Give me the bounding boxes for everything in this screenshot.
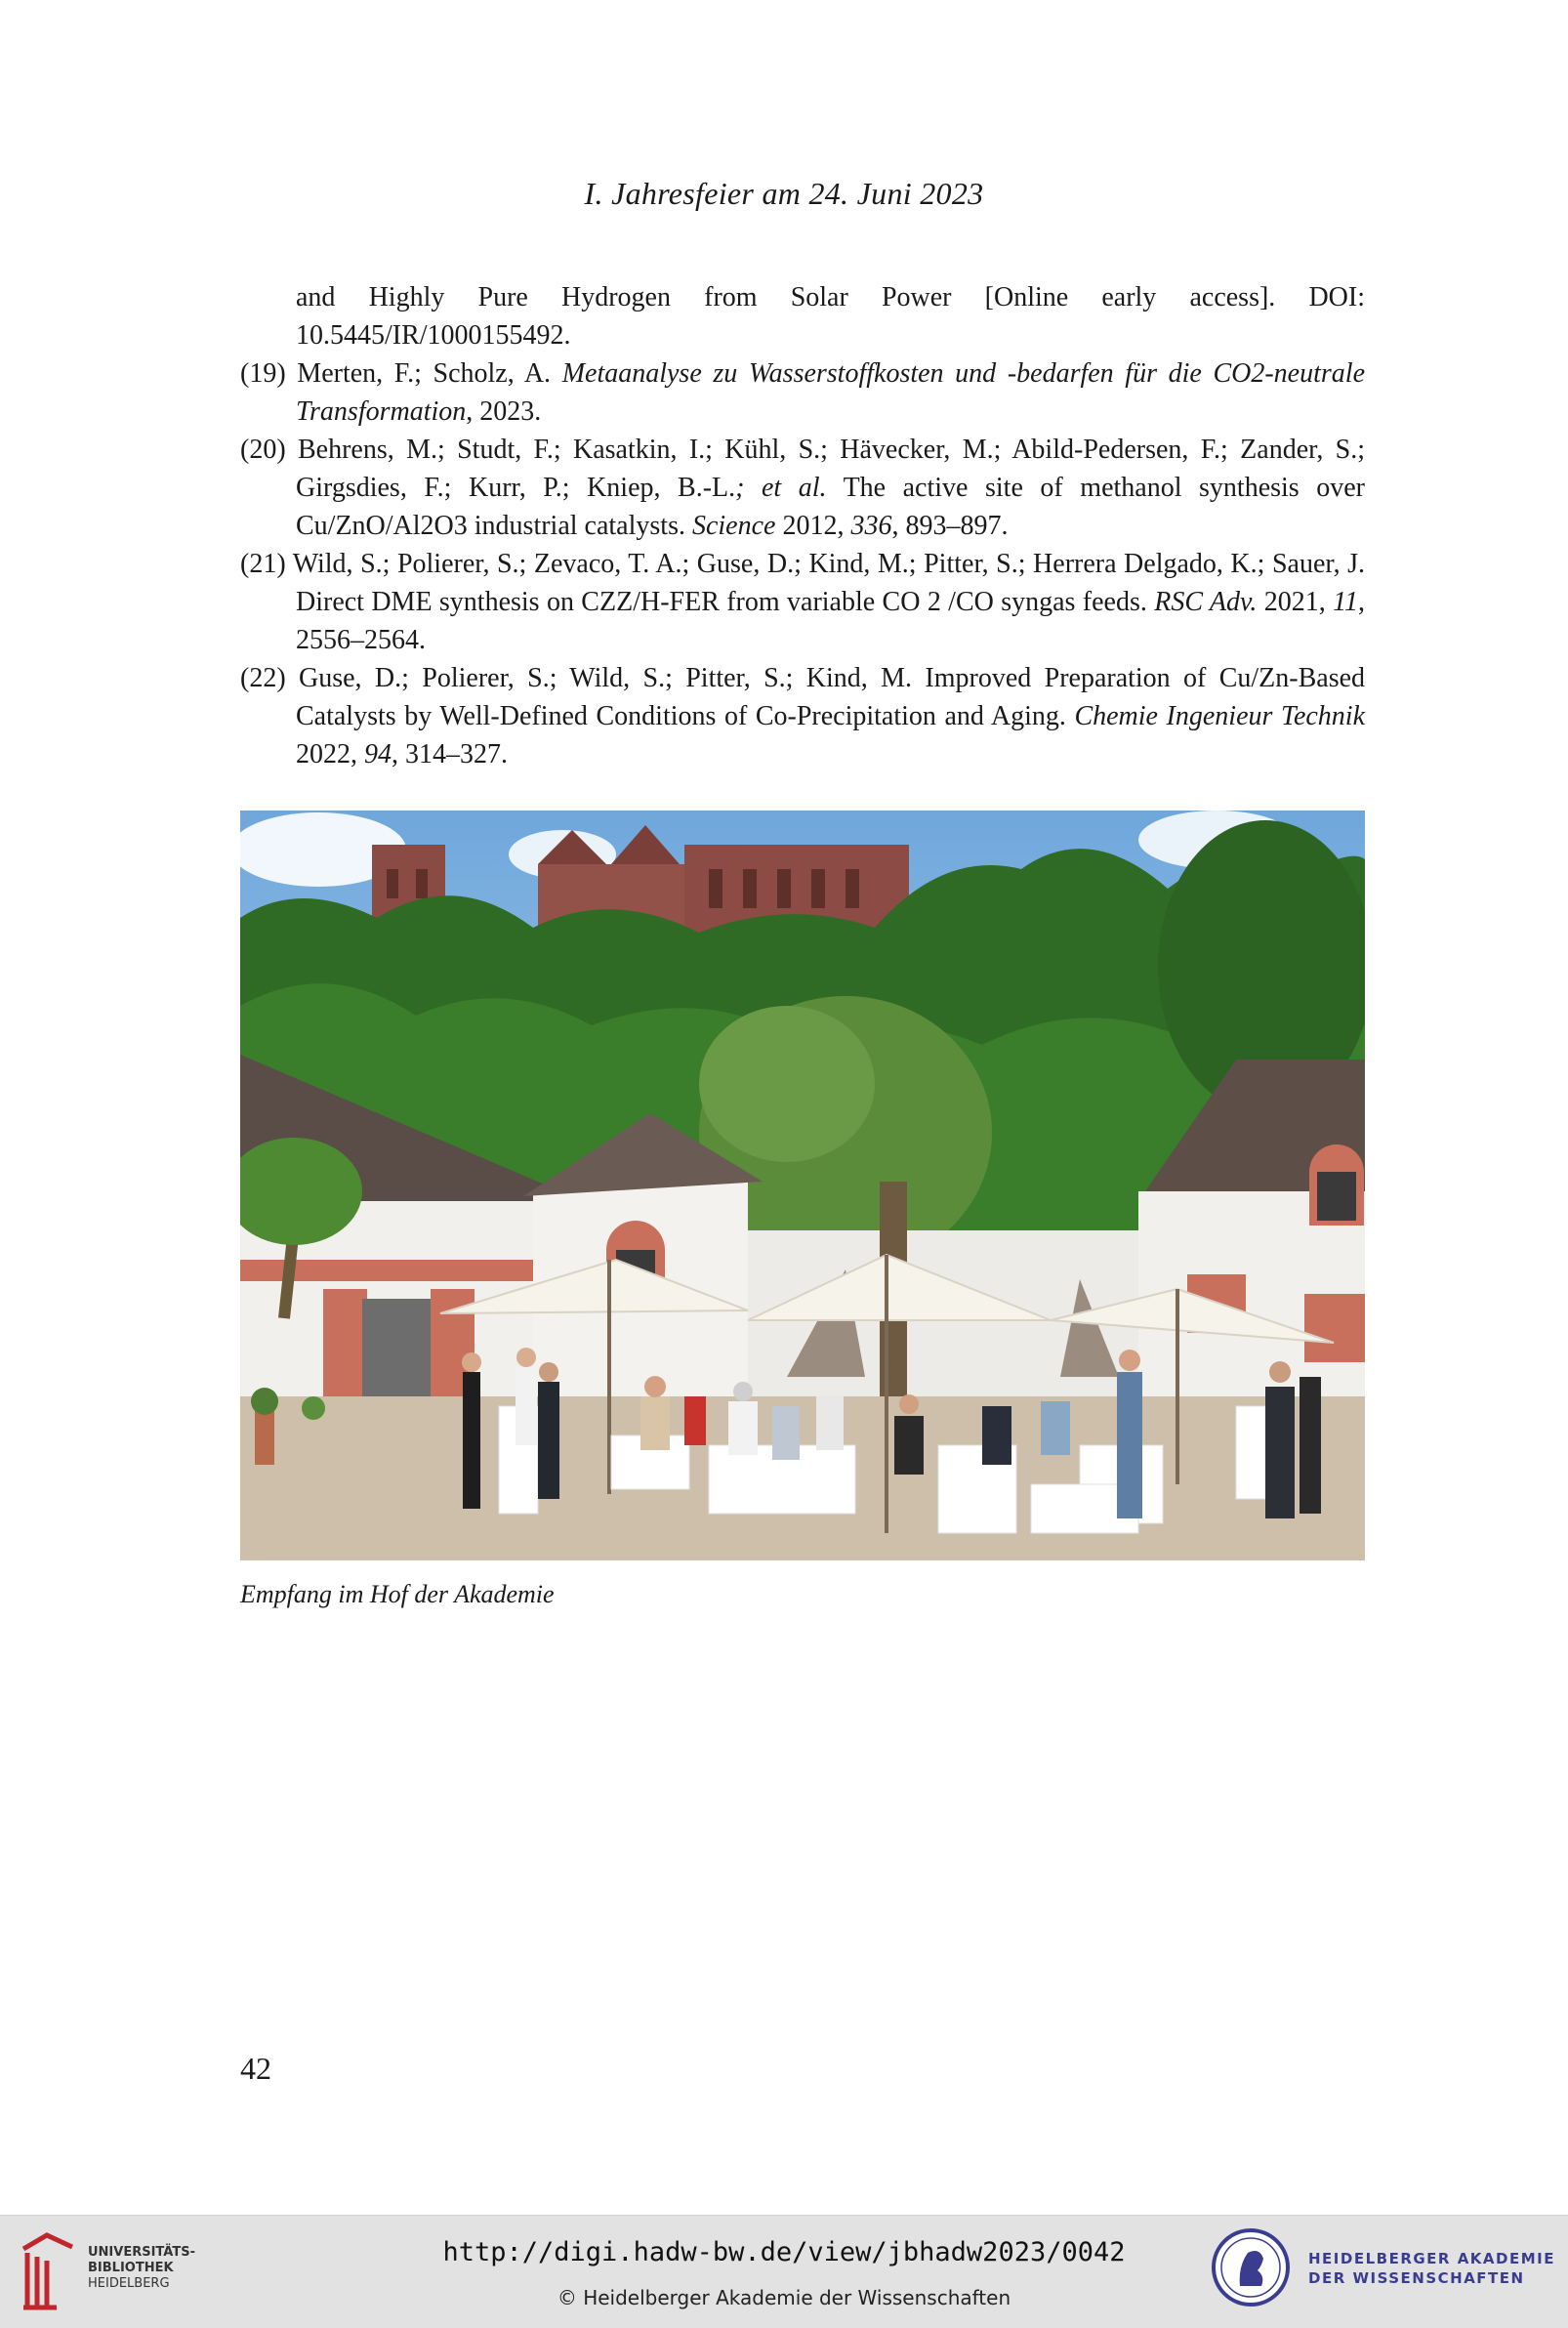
page-number: 42	[240, 2051, 271, 2086]
reference-journal: Chemie Ingenieur Technik	[1074, 701, 1366, 731]
reference-number: (20)	[240, 435, 286, 465]
reference-20	[240, 431, 1365, 545]
academy-name	[1308, 2249, 1555, 2288]
reference-year: 2012,	[782, 511, 845, 541]
reference-title: Direct DME synthesis on CZZ/H-FER from variable CO 2 /CO syngas feeds.	[296, 587, 1147, 617]
library-name-line: BIBLIOTHEK	[88, 2261, 174, 2275]
library-name-line: UNIVERSITÄTS-	[88, 2245, 195, 2260]
photo-caption: Empfang im Hof der Akademie	[240, 1580, 555, 1608]
reference-journal: Science	[691, 511, 776, 541]
courtyard-photo-illustration	[240, 811, 1365, 1560]
reference-19	[240, 354, 1365, 431]
copyright-notice: © Heidelberger Akademie der Wissenschaften	[557, 2286, 1011, 2309]
academy-name-line: HEIDELBERGER AKADEMIE	[1308, 2250, 1555, 2267]
reference-number: (19)	[240, 358, 286, 389]
reference-authors: Merten, F.; Scholz, A.	[297, 358, 552, 389]
reference-list	[240, 278, 1365, 773]
reference-pages: , 314–327.	[392, 739, 508, 769]
reference-authors: Guse, D.; Polierer, S.; Wild, S.; Pitter, S.; Kind, M.	[299, 663, 913, 693]
reference-pages: , 2556–2564.	[296, 587, 1366, 655]
reference-authors: Wild, S.; Polierer, S.; Zevaco, T. A.; Guse, D.; Kind, M.; Pitter, S.; Herrera Delgado, K.; Sauer, J.	[292, 549, 1366, 579]
running-head: I. Jahresfeier am 24. Juni 2023	[584, 176, 984, 211]
reference-continuation	[240, 278, 1365, 354]
reference-pages: , 893–897.	[891, 511, 1009, 541]
reference-year: 2022,	[296, 739, 357, 769]
reference-volume: 336	[850, 511, 892, 541]
reference-year: , 2023.	[466, 396, 542, 427]
reference-22	[240, 659, 1365, 773]
permalink-link[interactable]: http://digi.hadw-bw.de/view/jbhadw2023/0042	[442, 2237, 1126, 2267]
reference-number: (21)	[240, 549, 286, 579]
reference-title: Improved Preparation of Cu/Zn-Based Catalysts by Well-Defined Conditions of Co-Precipitation and Aging.	[296, 663, 1366, 731]
library-name-line: HEIDELBERG	[88, 2276, 170, 2291]
courtyard-photo	[240, 811, 1365, 1560]
reference-21	[240, 545, 1365, 659]
reference-volume: 94	[364, 739, 392, 769]
reference-text: and Highly Pure Hydrogen from Solar Power [Online early access]. DOI: 10.5445/IR/1000155492.	[296, 282, 1365, 351]
reference-title: The active site of methanol synthesis over Cu/ZnO/Al2O3 industrial catalysts.	[296, 473, 1365, 541]
reference-journal: RSC Adv.	[1154, 587, 1258, 617]
reference-authors: Behrens, M.; Studt, F.; Kasatkin, I.; Kühl, S.; Hävecker, M.; Abild-Pedersen, F.; Zander, S.; Girgsdies, F.; Kurr, P.; Kniep, B.-L.	[296, 435, 1366, 503]
reference-year: 2021,	[1263, 587, 1326, 617]
reference-title: Metaanalyse zu Wasserstoffkosten und -bedarfen für die CO2-neutrale Transformation	[296, 358, 1365, 427]
reference-etal: ; et al.	[735, 473, 827, 503]
reference-number: (22)	[240, 663, 286, 693]
academy-seal-icon	[1211, 2227, 1291, 2307]
academy-name-line: DER WISSENSCHAFTEN	[1308, 2269, 1525, 2287]
reference-volume: 11	[1333, 587, 1359, 617]
digitization-footer	[0, 2215, 1568, 2328]
